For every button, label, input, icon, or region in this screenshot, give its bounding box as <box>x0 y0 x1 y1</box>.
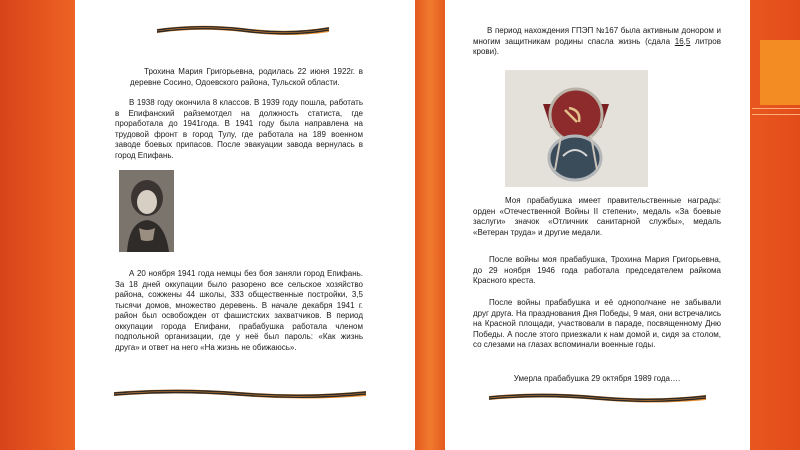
left-document-page <box>75 0 415 450</box>
paragraph-birth: Трохина Мария Григорьевна, родилась 22 июня 1922г. в деревне Сосино, Одоевского района, Тульской области. <box>130 67 363 87</box>
paragraph-donor-start: В период нахождения ГПЭП №167 была активным донором и многим защитникам родины спасла жизнь (сдала <box>473 26 721 46</box>
paragraph-after-war: После войны прабабушка и её однополчане не забывали друг друга. На празднования Дня Победы, 9 мая, они встречались на Красной площади, участвовали в параде, посвященному Дню Победы. А после этого приезжали к нам домой и, сидя за столом, со слезами на глазах вспоминали военные годы. <box>473 298 721 349</box>
paragraph-death: Умерла прабабушка 29 октября 1989 года…. <box>513 374 681 383</box>
portrait-photo <box>119 170 174 252</box>
paragraph-awards: Моя прабабушка имеет правительственные награды: орден «Отечественной Войны II степени», медаль «За боевые заслуги» значок «Отличник санитарной службы», медаль «Ветеран труда» и другие медали. <box>473 196 721 237</box>
paragraph-occupation: А 20 ноября 1941 года немцы без боя заняли город Епифань. За 18 дней оккупации было разорено все сельское хозяйство района, сожжены 44 школы, 333 общественные постройки, 3,5 тысячи домов, множество деревень. В начале декабря 1941 г. район был освобожден от фашистских захватчиков. В период оккупации города Епифани, прабабушка работала членом подпольной организации, где у неё был пароль: «Как жизнь друга» и ответ на него «На жизнь не обижаюсь». <box>115 269 363 352</box>
accent-block <box>760 40 800 105</box>
paragraph-donor-end: литров крови). <box>473 36 722 56</box>
st-george-ribbon-icon <box>485 390 710 404</box>
paragraph-donor <box>473 26 721 58</box>
st-george-ribbon-icon <box>153 22 333 36</box>
paragraph-work: В 1938 году окончила 8 классов. В 1939 году пошла, работать в Епифанский райземотдел на должность статиста, где проработала до 1941года. В 1941 году была направлена на трудовой фронт в город Тулу, где работала на 189 военном заводе боевых припасов. После эвакуации завода вернулась в город Епифань. <box>115 98 363 160</box>
right-document-page <box>445 0 750 450</box>
paragraph-donor-amount: 16,5 <box>674 36 691 46</box>
background-left <box>0 0 75 450</box>
accent-line <box>752 108 800 109</box>
donor-badge-photo <box>505 70 648 187</box>
st-george-ribbon-icon <box>110 386 370 400</box>
background-gap <box>415 0 445 450</box>
paragraph-red-cross: После войны моя прабабушка, Трохина Мария Григорьевна, до 29 ноября 1946 года работала председателем райкома Красного креста. <box>473 255 721 285</box>
accent-line <box>752 114 800 115</box>
